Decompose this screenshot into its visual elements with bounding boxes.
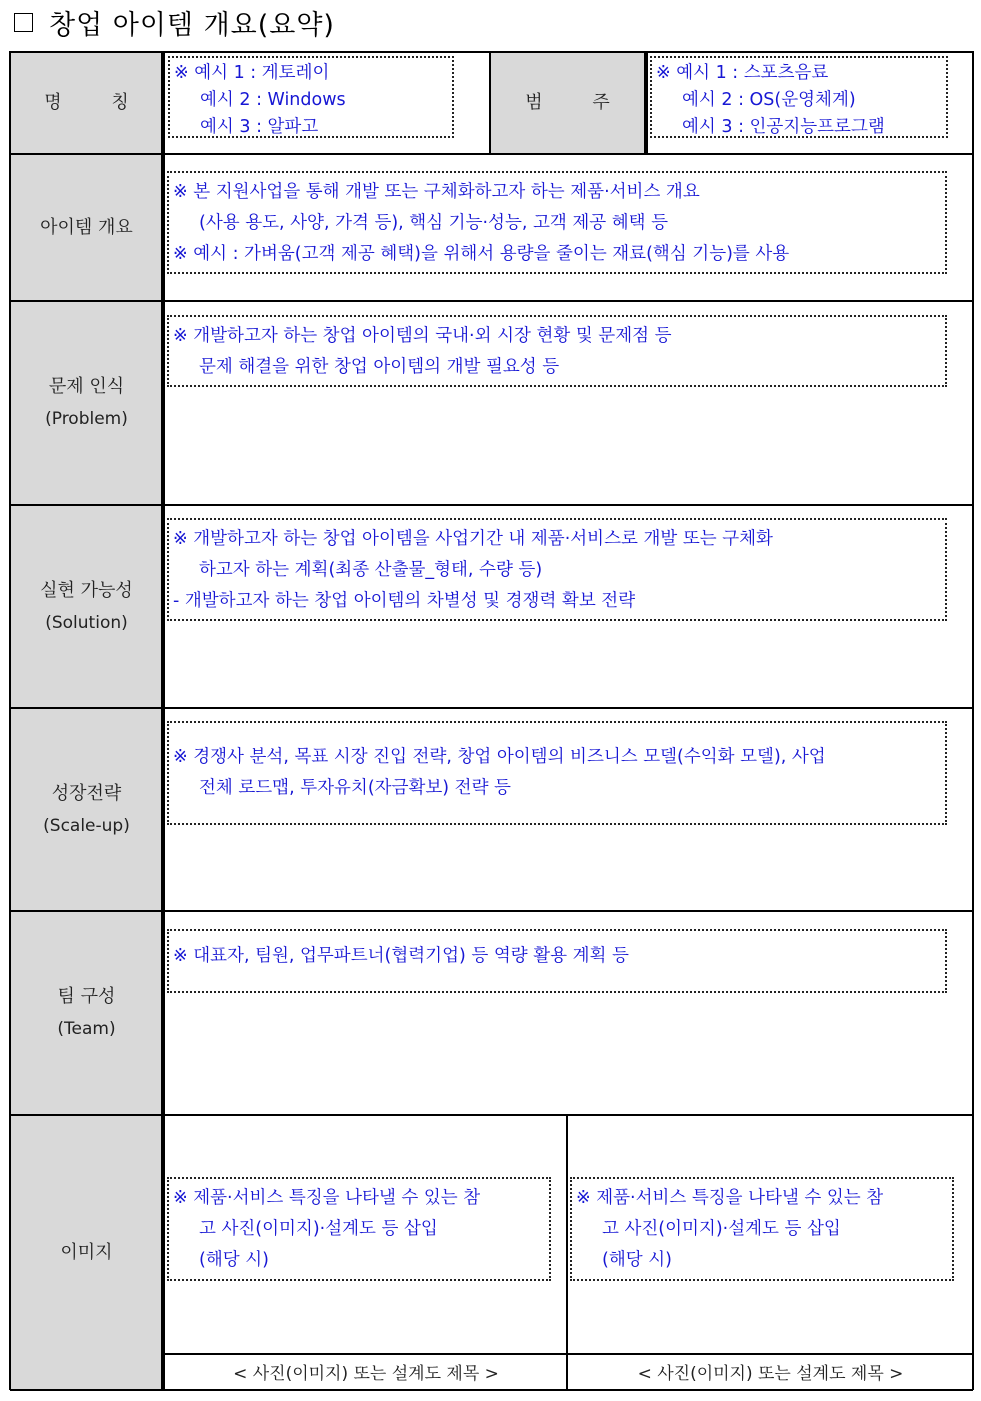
label-scaleup: 성장전략 (Scale-up) <box>11 709 162 910</box>
team-guide-box[interactable]: ※ 대표자, 팀원, 업무파트너(협력기업) 등 역량 활용 계획 등 <box>167 929 947 993</box>
name-guide-box[interactable]: ※ 예시 1 : 게토레이 예시 2 : Windows 예시 3 : 알파고 <box>168 56 454 138</box>
problem-guide-box[interactable]: ※ 개발하고자 하는 창업 아이템의 국내·외 시장 현황 및 문제점 등 문제 해결을 위한 창업 아이템의 개발 필요성 등 <box>167 315 947 387</box>
overview-guide-box[interactable]: ※ 본 지원사업을 통해 개발 또는 구체화하고자 하는 제품·서비스 개요 (사용 용도, 사양, 가격 등), 핵심 기능·성능, 고객 제공 혜택 등 ※ 예시 : 가벼움(고객 제공 혜택)을 위해서 용량을 줄이는 재료(핵심 기능)를 사용 <box>167 171 947 274</box>
image-right-guide-box[interactable]: ※ 제품·서비스 특징을 나타낼 수 있는 참 고 사진(이미지)·설계도 등 삽입 (해당 시) <box>570 1177 954 1281</box>
category-guide-box[interactable]: ※ 예시 1 : 스포츠음료 예시 2 : OS(운영체계) 예시 3 : 인공지능프로그램 <box>650 56 948 138</box>
label-category: 범 주 <box>490 53 645 153</box>
label-name: 명 칭 <box>11 53 162 153</box>
label-problem: 문제 인식 (Problem) <box>11 302 162 504</box>
label-image: 이미지 <box>11 1116 162 1389</box>
image-left-guide-box[interactable]: ※ 제품·서비스 특징을 나타낼 수 있는 참 고 사진(이미지)·설계도 등 삽입 (해당 시) <box>167 1177 551 1281</box>
scaleup-guide-box[interactable]: ※ 경쟁사 분석, 목표 시장 진입 전략, 창업 아이템의 비즈니스 모델(수익화 모델), 사업 전체 로드맵, 투자유치(자금확보) 전략 등 <box>167 721 947 825</box>
label-overview: 아이템 개요 <box>11 155 162 300</box>
solution-guide-box[interactable]: ※ 개발하고자 하는 창업 아이템을 사업기간 내 제품·서비스로 개발 또는 구체화 하고자 하는 계획(최종 산출물_형태, 수량 등) - 개발하고자 하는 창업 아이템의 차별성 및 경쟁력 확보 전략 <box>167 518 947 621</box>
image-right-caption[interactable]: < 사진(이미지) 또는 설계도 제목 > <box>637 1364 904 1384</box>
label-solution: 실현 가능성 (Solution) <box>11 506 162 707</box>
image-left-caption[interactable]: < 사진(이미지) 또는 설계도 제목 > <box>233 1364 499 1384</box>
page-title-text: 창업 아이템 개요(요약) <box>49 9 335 41</box>
label-team: 팀 구성 (Team) <box>11 912 162 1114</box>
